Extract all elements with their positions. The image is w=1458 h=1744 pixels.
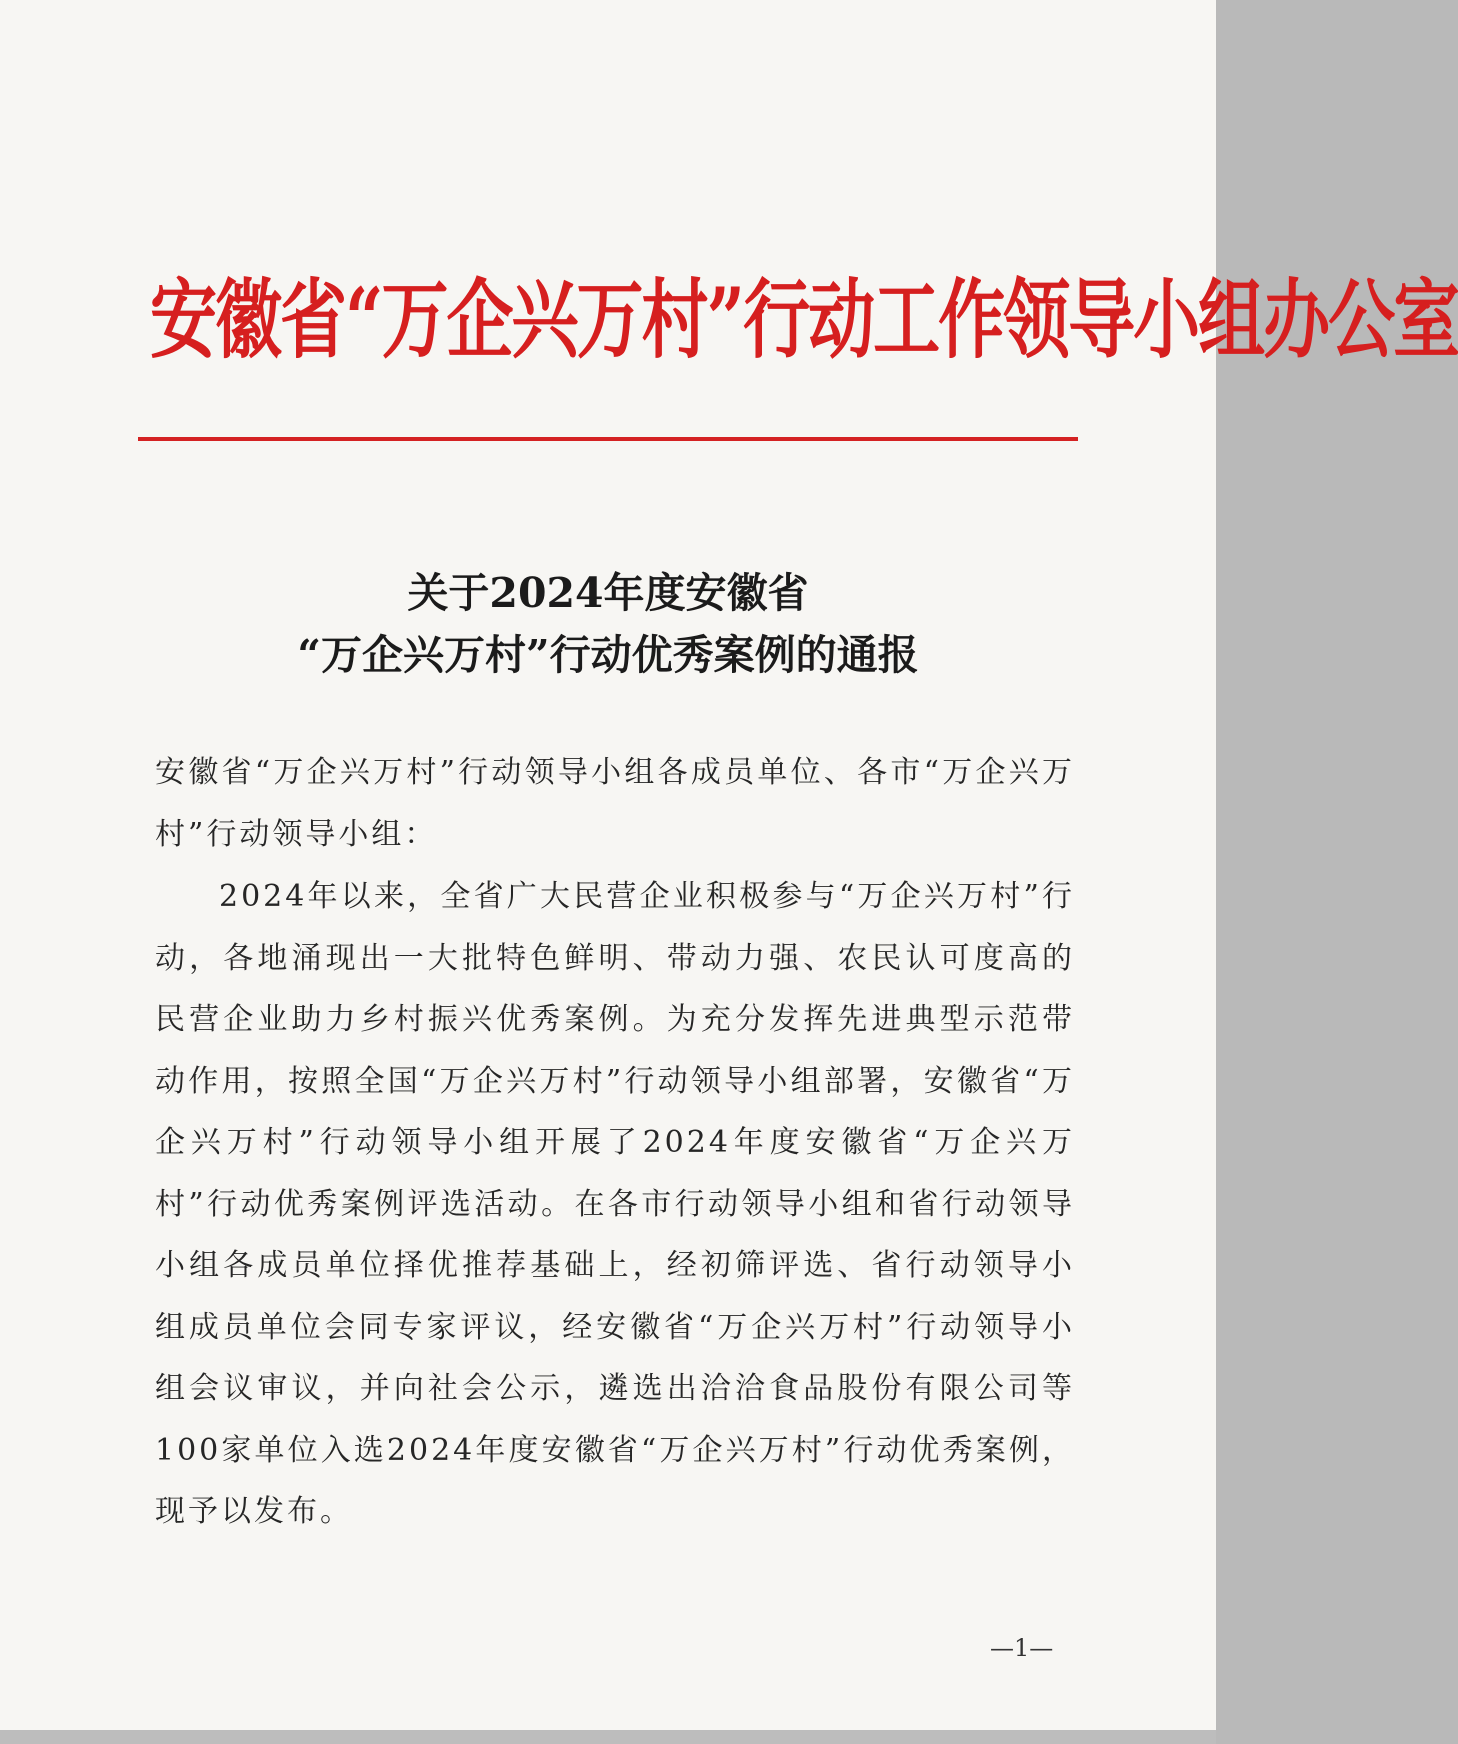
bottom-strip	[0, 1730, 1216, 1744]
letterhead-red-rule	[138, 437, 1078, 441]
page-number: —1—	[990, 1634, 1054, 1662]
document-title-line-2: “万企兴万村”行动优秀案例的通报	[297, 631, 919, 679]
body-paragraph: 2024年以来，全省广大民营企业积极参与“万企兴万村”行动，各地涌现出一大批特色鲜明、带动力强、农民认可度高的民营企业助力乡村振兴优秀案例。为充分发挥先进典型示范带动作用，按照全国“万企兴万村”行动领导小组部署，安徽省“万企兴万村”行动领导小组开展了2024年度安徽省“万企兴万村”行动优秀案例评选活动。在各市行动领导小组和省行动领导小组各成员单位择优推荐基础上，经初筛评选、省行动领导小组成员单位会同专家评议，经安徽省“万企兴万村”行动领导小组会议审议，并向社会公示，遴选出洽洽食品股份有限公司等100家单位入选2024年度安徽省“万企兴万村”行动优秀案例，现予以发布。	[155, 879, 1075, 1529]
letterhead-org-name: 安徽省“万企兴万村”行动工作领导小组办公室	[150, 268, 1458, 370]
document-title-line-1: 关于2024年度安徽省	[407, 569, 809, 617]
salutation: 安徽省“万企兴万村”行动领导小组各成员单位、各市“万企兴万村”行动领导小组：	[155, 755, 1075, 852]
